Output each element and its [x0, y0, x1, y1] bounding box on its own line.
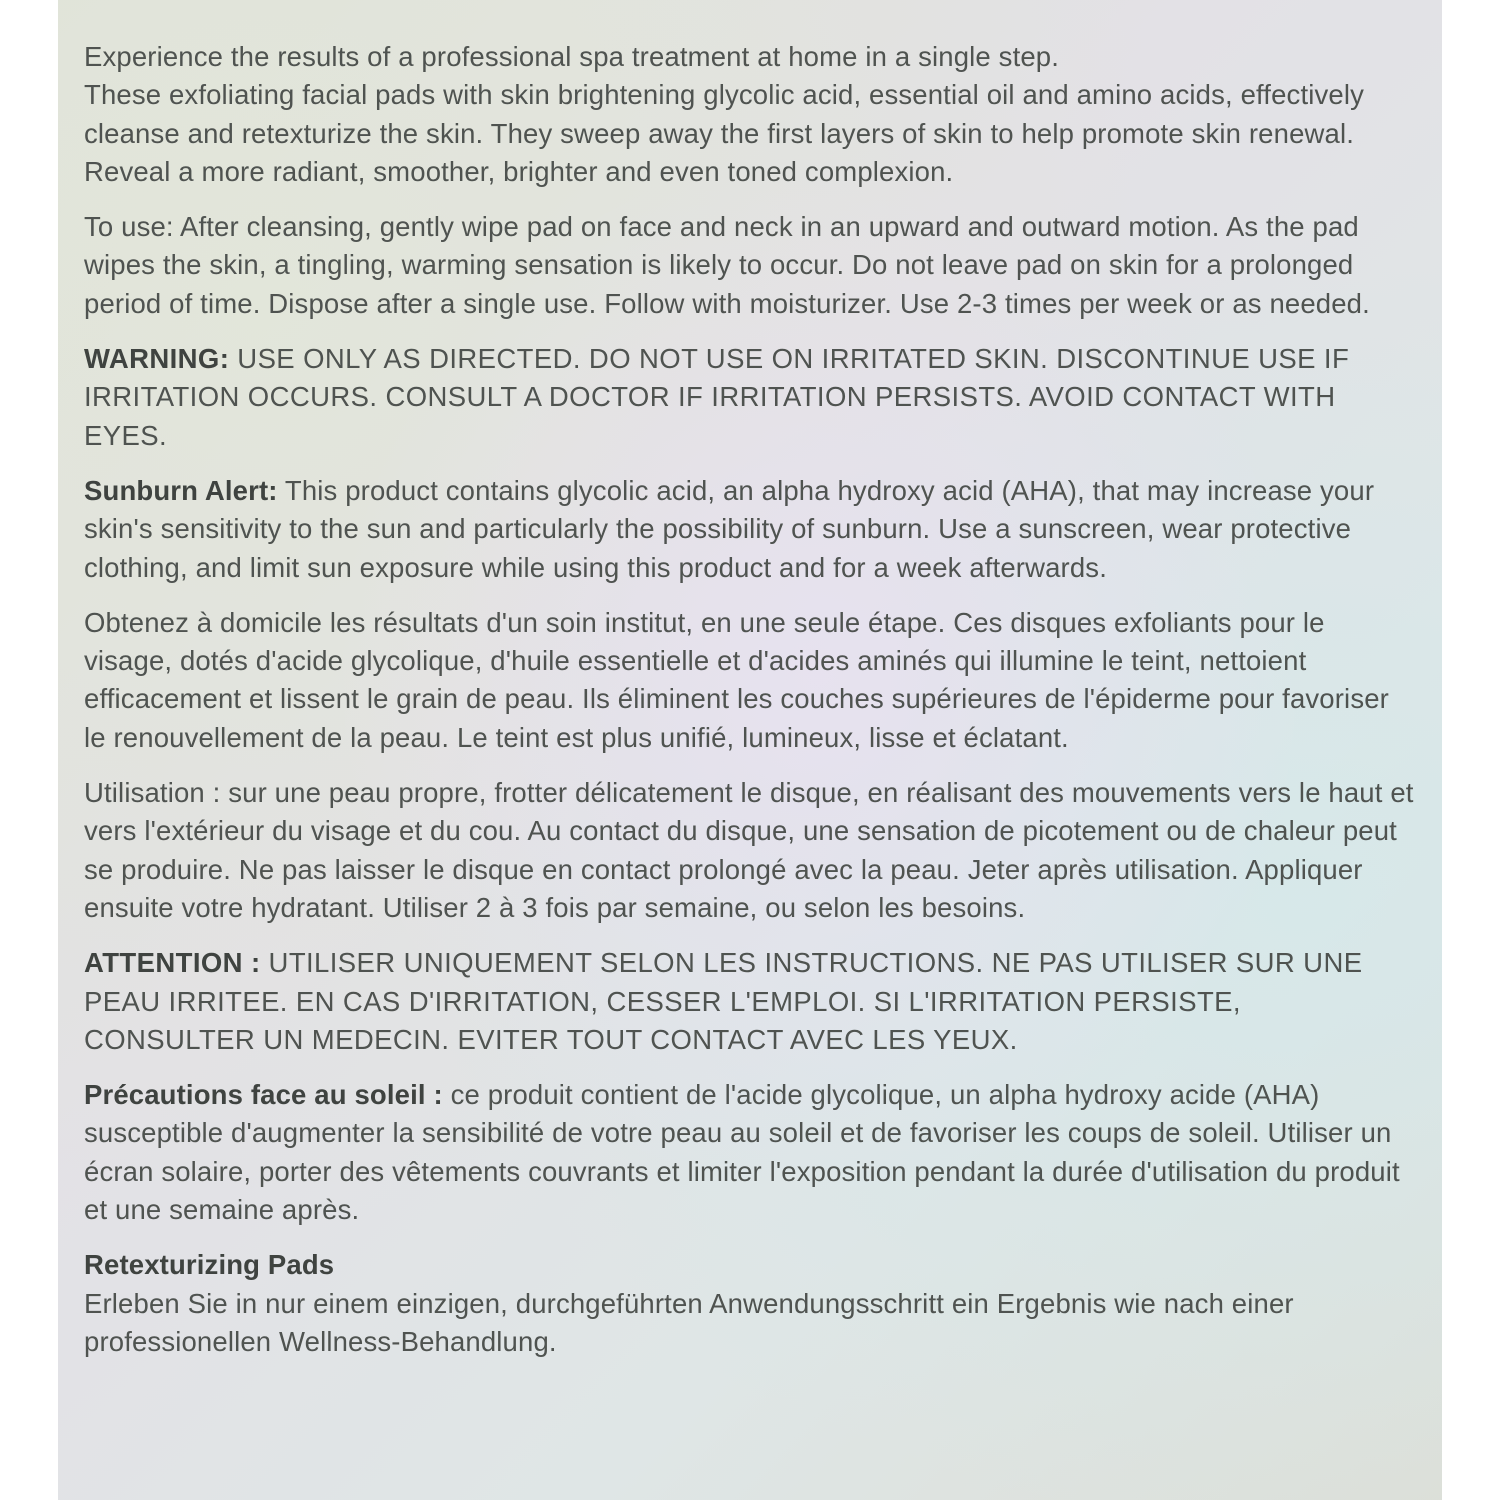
french-attention-text: UTILISER UNIQUEMENT SELON LES INSTRUCTIONS. NE PAS UTILISER SUR UNE PEAU IRRITEE. EN CAS D'IRRITATION, CESSER L'EMPLOI. SI L'IRRITATION PERSISTE, CONSULTER UN MEDECIN. EVITER TOUT CONTACT AVEC LES YEUX.: [84, 947, 1363, 1055]
sunburn-alert-text: This product contains glycolic acid, an alpha hydroxy acid (AHA), that may increase your skin's sensitivity to the sun and particularly the possibility of sunburn. Use a sunscreen, wear protective clothing, and limit sun exposure while using this product and for a week afterwards.: [84, 474, 1375, 583]
warning-text: USE ONLY AS DIRECTED. DO NOT USE ON IRRITATED SKIN. DISCONTINUE USE IF IRRITATION OCCURS. CONSULT A DOCTOR IF IRRITATION PERSISTS. AVOID CONTACT WITH EYES.: [84, 343, 1350, 451]
french-sun-precautions-paragraph: [84, 1076, 1414, 1229]
french-attention-label: ATTENTION :: [84, 947, 261, 979]
german-heading: Retexturizing Pads: [84, 1249, 335, 1281]
label-text-body: [84, 38, 1414, 1378]
german-paragraph: [84, 1246, 1414, 1361]
french-sun-precautions-label: Précautions face au soleil :: [84, 1079, 443, 1111]
french-attention-paragraph: [84, 944, 1414, 1059]
intro-paragraph: [84, 38, 1414, 191]
french-usage-paragraph: Utilisation : sur une peau propre, frotter délicatement le disque, en réalisant des mouvements vers le haut et vers l'extérieur du visage et du cou. Au contact du disque, une sensation de picotement ou de chaleur peut se produire. Ne pas laisser le disque en contact prolongé avec la peau. Jeter après utilisation. Appliquer ensuite votre hydratant. Utiliser 2 à 3 fois par semaine, ou selon les besoins.: [84, 777, 1414, 923]
sunburn-alert-label: Sunburn Alert:: [84, 474, 278, 506]
intro-line-1: Experience the results of a professional spa treatment at home in a single step.: [84, 41, 1060, 72]
warning-paragraph: [84, 340, 1414, 455]
french-intro-paragraph: Obtenez à domicile les résultats d'un soin institut, en une seule étape. Ces disques exfoliants pour le visage, dotés d'acide glycolique, d'huile essentielle et d'acides aminés qui illumine le teint, nettoient efficacement et lissent le grain de peau. Ils éliminent les couches supérieures de l'épiderme pour favoriser le renouvellement de la peau. Le teint est plus unifié, lumineux, lisse et éclatant.: [84, 606, 1389, 753]
to-use-paragraph: To use: After cleansing, gently wipe pad on face and neck in an upward and outward motion. As the pad wipes the skin, a tingling, warming sensation is likely to occur. Do not leave pad on skin for a prolonged period of time. Dispose after a single use. Follow with moisturizer. Use 2-3 times per week or as needed.: [84, 211, 1370, 319]
french-sun-precautions-text: ce produit contient de l'acide glycolique, un alpha hydroxy acide (AHA) susceptible d'augmenter la sensibilité de votre peau au soleil et de favoriser les coups de soleil. Utiliser un écran solaire, porter des vêtements couvrants et limiter l'exposition pendant la durée d'utilisation du produit et une semaine après.: [84, 1079, 1400, 1226]
package-label-panel: [58, 0, 1442, 1500]
intro-line-2: These exfoliating facial pads with skin brightening glycolic acid, essential oil and amino acids, effectively cleanse and retexturize the skin. They sweep away the first layers of skin to help promote skin renewal. Reveal a more radiant, smoother, brighter and even toned complexion.: [84, 79, 1364, 187]
german-text: Erleben Sie in nur einem einzigen, durchgeführten Anwendungsschritt ein Ergebnis wie nach einer professionellen Wellness-Behandlung.: [84, 1287, 1294, 1357]
sunburn-alert-paragraph: [84, 472, 1414, 587]
warning-label: WARNING:: [84, 343, 230, 375]
